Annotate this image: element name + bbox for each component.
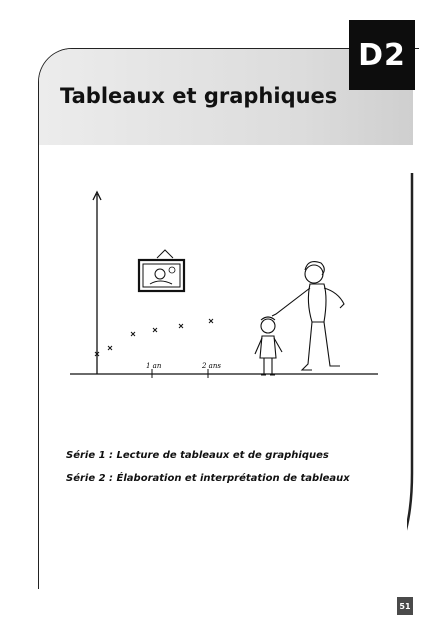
mark-2 <box>108 346 112 350</box>
growth-marks <box>95 319 213 356</box>
mark-3 <box>131 332 135 336</box>
child-figure-icon <box>255 317 282 375</box>
chapter-title: Tableaux et graphiques <box>60 84 338 108</box>
series-2-label: Série 2 : Élaboration et interprétation de tableaux <box>66 473 350 484</box>
height-growth-illustration <box>62 178 382 398</box>
right-edge-rule <box>407 173 415 585</box>
mark-5 <box>179 324 183 328</box>
page-number: 51 <box>397 597 413 615</box>
mark-4 <box>153 328 157 332</box>
series-1-label: Série 1 : Lecture de tableaux et de graphiques <box>66 450 329 461</box>
tick-label-2: 2 ans <box>202 362 221 370</box>
chapter-code-badge <box>349 20 415 90</box>
chapter-code: D2 <box>358 37 406 73</box>
tick-label-1: 1 an <box>146 362 162 370</box>
mark-6 <box>209 319 213 323</box>
adult-figure-icon <box>272 262 344 370</box>
series-list <box>66 450 350 496</box>
framed-picture-icon <box>139 250 184 291</box>
